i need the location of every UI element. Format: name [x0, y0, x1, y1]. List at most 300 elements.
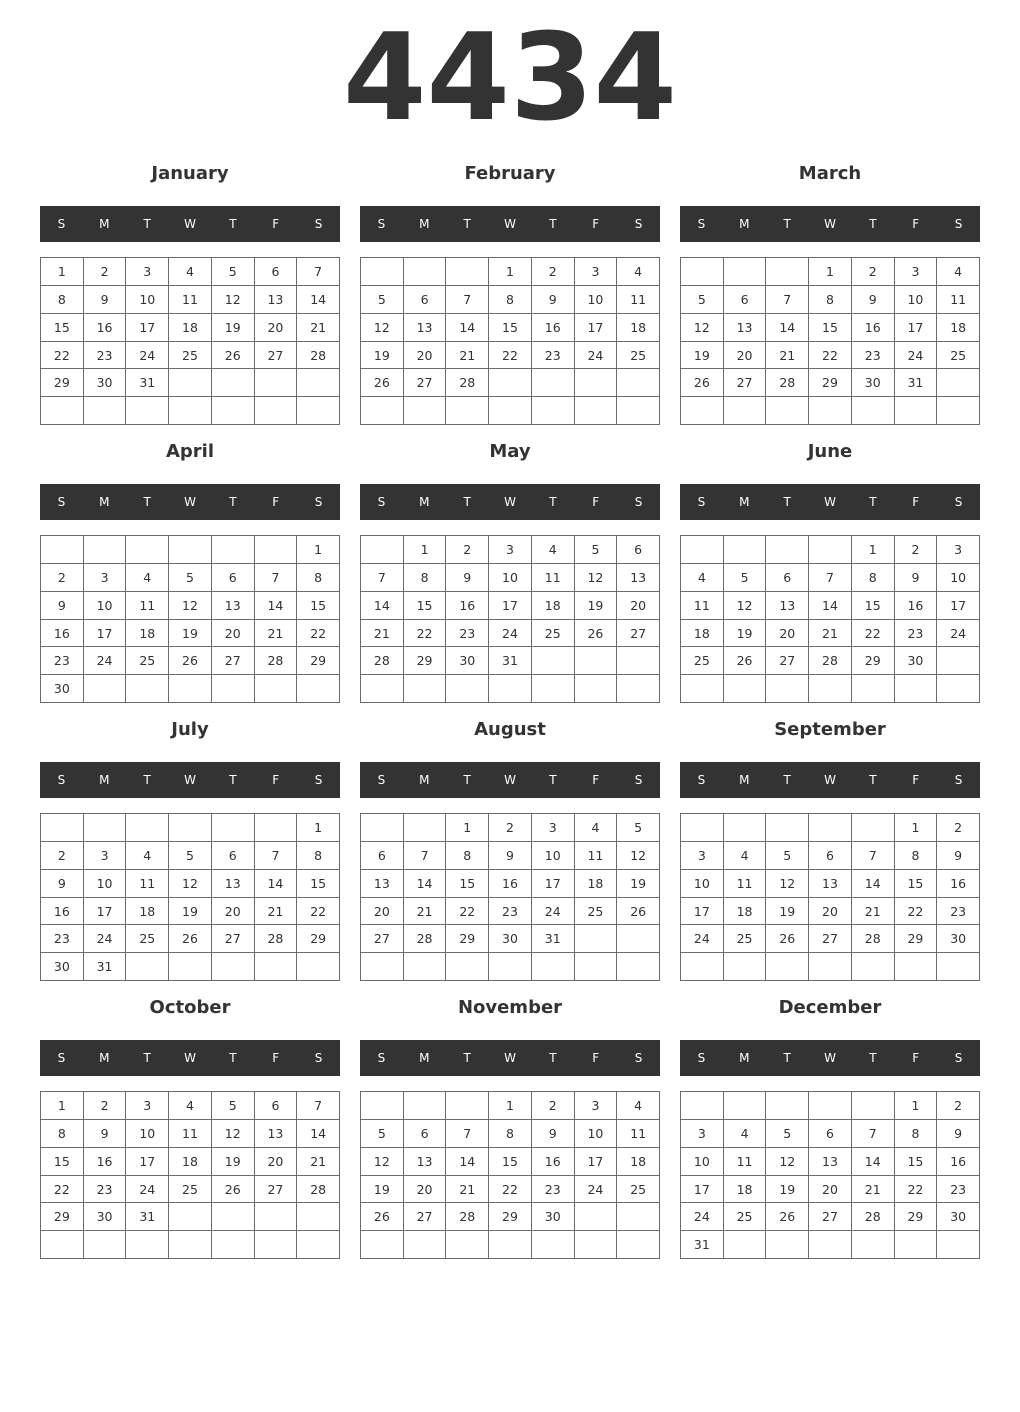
weekday-label: S — [377, 1051, 386, 1065]
day-cell: 8 — [404, 564, 447, 592]
weekday-label: S — [634, 217, 643, 231]
weekday-label: W — [504, 217, 516, 231]
day-cell: 26 — [212, 1176, 255, 1204]
month-name: August — [474, 719, 546, 740]
empty-cell — [617, 925, 660, 953]
day-cell: 27 — [809, 925, 852, 953]
day-cell: 3 — [937, 536, 980, 564]
weekday-label: S — [314, 773, 323, 787]
day-cell: 31 — [532, 925, 575, 953]
day-cell: 28 — [446, 1203, 489, 1231]
empty-cell — [489, 953, 532, 981]
day-cell: 15 — [895, 870, 938, 898]
day-cell: 11 — [724, 870, 767, 898]
day-cell: 18 — [724, 898, 767, 926]
empty-cell — [575, 1203, 618, 1231]
day-cell: 27 — [617, 620, 660, 648]
empty-cell — [937, 1231, 980, 1259]
day-cell: 8 — [852, 564, 895, 592]
day-cell: 7 — [297, 1092, 340, 1120]
day-cell: 8 — [489, 286, 532, 314]
day-cell: 20 — [212, 898, 255, 926]
day-cell: 14 — [404, 870, 447, 898]
day-cell: 10 — [575, 1120, 618, 1148]
day-cell: 28 — [766, 369, 809, 397]
empty-cell — [446, 1231, 489, 1259]
weekday-label: W — [184, 773, 196, 787]
empty-cell — [809, 814, 852, 842]
month-name: July — [171, 719, 209, 740]
month-name: December — [778, 997, 882, 1018]
empty-cell — [617, 675, 660, 703]
day-cell: 22 — [489, 1176, 532, 1204]
day-cell: 30 — [41, 675, 84, 703]
day-cell: 29 — [297, 647, 340, 675]
day-cell: 29 — [895, 1203, 938, 1231]
empty-cell — [446, 397, 489, 425]
day-cell: 6 — [361, 842, 404, 870]
day-cell: 1 — [809, 258, 852, 286]
day-cell: 16 — [532, 314, 575, 342]
day-cell: 6 — [809, 1120, 852, 1148]
day-cell: 14 — [446, 1148, 489, 1176]
day-cell: 27 — [255, 1176, 298, 1204]
month-name: January — [151, 163, 229, 184]
day-cell: 25 — [126, 647, 169, 675]
day-cell: 14 — [766, 314, 809, 342]
day-cell: 14 — [809, 592, 852, 620]
empty-cell — [532, 369, 575, 397]
day-cell: 29 — [895, 925, 938, 953]
day-cell: 26 — [169, 647, 212, 675]
day-cell: 17 — [937, 592, 980, 620]
day-cell: 7 — [255, 842, 298, 870]
day-cell: 7 — [809, 564, 852, 592]
weekday-label: M — [419, 773, 430, 787]
day-cell: 31 — [681, 1231, 724, 1259]
weekday-label: S — [954, 217, 963, 231]
day-cell: 26 — [766, 925, 809, 953]
empty-cell — [361, 675, 404, 703]
day-grid — [680, 813, 980, 981]
empty-cell — [212, 369, 255, 397]
weekday-label: S — [377, 773, 386, 787]
day-cell: 11 — [575, 842, 618, 870]
day-cell: 19 — [212, 1148, 255, 1176]
day-cell: 19 — [212, 314, 255, 342]
day-cell: 23 — [895, 620, 938, 648]
day-cell: 3 — [681, 842, 724, 870]
empty-cell — [809, 953, 852, 981]
day-cell: 12 — [212, 286, 255, 314]
weekday-label: F — [912, 1051, 920, 1065]
weekday-header — [40, 1040, 340, 1076]
day-cell: 22 — [852, 620, 895, 648]
day-cell: 4 — [575, 814, 618, 842]
empty-cell — [255, 675, 298, 703]
day-cell: 5 — [361, 1120, 404, 1148]
day-cell: 24 — [532, 898, 575, 926]
day-cell: 18 — [617, 1148, 660, 1176]
empty-cell — [852, 814, 895, 842]
day-cell: 15 — [41, 314, 84, 342]
empty-cell — [126, 814, 169, 842]
day-cell: 18 — [126, 898, 169, 926]
day-cell: 27 — [212, 647, 255, 675]
weekday-label: M — [419, 1051, 430, 1065]
day-cell: 2 — [446, 536, 489, 564]
day-cell: 13 — [809, 1148, 852, 1176]
empty-cell — [895, 953, 938, 981]
empty-cell — [575, 953, 618, 981]
day-cell: 6 — [255, 258, 298, 286]
day-cell: 27 — [809, 1203, 852, 1231]
day-cell: 29 — [41, 369, 84, 397]
empty-cell — [681, 536, 724, 564]
weekday-label: T — [783, 773, 791, 787]
empty-cell — [212, 397, 255, 425]
weekday-label: W — [824, 773, 836, 787]
day-cell: 3 — [126, 1092, 169, 1120]
day-cell: 21 — [361, 620, 404, 648]
weekday-label: S — [954, 1051, 963, 1065]
day-cell: 29 — [41, 1203, 84, 1231]
day-cell: 22 — [297, 620, 340, 648]
day-cell: 9 — [41, 870, 84, 898]
weekday-header — [360, 762, 660, 798]
day-cell: 5 — [724, 564, 767, 592]
day-grid — [360, 1091, 660, 1259]
weekday-label: F — [272, 495, 280, 509]
empty-cell — [766, 953, 809, 981]
day-cell: 19 — [681, 342, 724, 370]
weekday-header — [40, 484, 340, 520]
day-cell: 29 — [809, 369, 852, 397]
empty-cell — [255, 814, 298, 842]
day-cell: 25 — [126, 925, 169, 953]
day-cell: 27 — [212, 925, 255, 953]
day-cell: 25 — [575, 898, 618, 926]
day-cell: 30 — [84, 1203, 127, 1231]
day-cell: 21 — [446, 342, 489, 370]
month-name: March — [798, 163, 862, 184]
day-cell: 9 — [84, 1120, 127, 1148]
empty-cell — [212, 675, 255, 703]
day-cell: 22 — [297, 898, 340, 926]
day-cell: 30 — [41, 953, 84, 981]
weekday-label: T — [869, 217, 877, 231]
empty-cell — [126, 675, 169, 703]
empty-cell — [532, 397, 575, 425]
weekday-label: S — [314, 217, 323, 231]
empty-cell — [404, 397, 447, 425]
day-cell: 28 — [297, 342, 340, 370]
empty-cell — [809, 536, 852, 564]
day-cell: 31 — [895, 369, 938, 397]
day-cell: 24 — [681, 1203, 724, 1231]
day-cell: 19 — [169, 620, 212, 648]
day-cell: 12 — [169, 592, 212, 620]
day-cell: 1 — [404, 536, 447, 564]
day-cell: 10 — [532, 842, 575, 870]
day-cell: 7 — [852, 842, 895, 870]
day-cell: 20 — [404, 1176, 447, 1204]
weekday-label: T — [549, 495, 557, 509]
day-cell: 24 — [126, 1176, 169, 1204]
weekday-label: M — [99, 495, 110, 509]
day-cell: 18 — [169, 314, 212, 342]
day-cell: 16 — [937, 870, 980, 898]
weekday-label: F — [912, 773, 920, 787]
day-cell: 15 — [489, 1148, 532, 1176]
day-cell: 2 — [895, 536, 938, 564]
day-cell: 24 — [126, 342, 169, 370]
day-cell: 10 — [575, 286, 618, 314]
empty-cell — [489, 369, 532, 397]
day-cell: 3 — [84, 564, 127, 592]
day-cell: 21 — [809, 620, 852, 648]
day-cell: 24 — [895, 342, 938, 370]
day-cell: 26 — [681, 369, 724, 397]
empty-cell — [126, 953, 169, 981]
day-cell: 26 — [361, 369, 404, 397]
weekday-label: S — [697, 495, 706, 509]
weekday-label: M — [419, 217, 430, 231]
day-cell: 9 — [41, 592, 84, 620]
empty-cell — [297, 1231, 340, 1259]
day-cell: 23 — [937, 898, 980, 926]
weekday-label: F — [272, 217, 280, 231]
empty-cell — [766, 1092, 809, 1120]
empty-cell — [724, 258, 767, 286]
day-cell: 5 — [617, 814, 660, 842]
day-cell: 5 — [212, 1092, 255, 1120]
day-cell: 21 — [446, 1176, 489, 1204]
weekday-label: T — [229, 1051, 237, 1065]
day-cell: 9 — [446, 564, 489, 592]
weekday-header — [360, 1040, 660, 1076]
empty-cell — [617, 647, 660, 675]
day-cell: 12 — [575, 564, 618, 592]
empty-cell — [766, 258, 809, 286]
empty-cell — [446, 1092, 489, 1120]
weekday-label: M — [739, 1051, 750, 1065]
day-cell: 26 — [617, 898, 660, 926]
day-cell: 12 — [724, 592, 767, 620]
empty-cell — [681, 397, 724, 425]
day-cell: 23 — [41, 925, 84, 953]
day-grid — [360, 813, 660, 981]
day-cell: 12 — [361, 314, 404, 342]
day-cell: 1 — [446, 814, 489, 842]
day-cell: 5 — [169, 564, 212, 592]
day-cell: 7 — [766, 286, 809, 314]
day-cell: 28 — [255, 925, 298, 953]
day-cell: 10 — [681, 870, 724, 898]
empty-cell — [532, 953, 575, 981]
empty-cell — [255, 1231, 298, 1259]
day-cell: 26 — [724, 647, 767, 675]
day-cell: 19 — [169, 898, 212, 926]
day-cell: 22 — [809, 342, 852, 370]
day-cell: 2 — [41, 564, 84, 592]
empty-cell — [766, 814, 809, 842]
day-cell: 7 — [361, 564, 404, 592]
empty-cell — [361, 1092, 404, 1120]
empty-cell — [297, 397, 340, 425]
day-cell: 24 — [937, 620, 980, 648]
day-cell: 16 — [41, 620, 84, 648]
day-cell: 16 — [84, 1148, 127, 1176]
empty-cell — [255, 397, 298, 425]
day-grid — [40, 1091, 340, 1259]
empty-cell — [809, 675, 852, 703]
empty-cell — [446, 953, 489, 981]
month-name: June — [807, 441, 853, 462]
day-grid — [360, 257, 660, 425]
empty-cell — [724, 1092, 767, 1120]
month-name: April — [165, 441, 215, 462]
day-cell: 4 — [617, 1092, 660, 1120]
empty-cell — [681, 675, 724, 703]
day-cell: 24 — [681, 925, 724, 953]
weekday-label: W — [504, 773, 516, 787]
day-cell: 18 — [575, 870, 618, 898]
empty-cell — [126, 397, 169, 425]
day-cell: 13 — [404, 314, 447, 342]
weekday-label: F — [592, 1051, 600, 1065]
day-cell: 13 — [212, 592, 255, 620]
weekday-label: T — [229, 773, 237, 787]
day-cell: 20 — [212, 620, 255, 648]
day-cell: 22 — [41, 342, 84, 370]
day-cell: 17 — [489, 592, 532, 620]
weekday-label: F — [592, 495, 600, 509]
day-cell: 6 — [766, 564, 809, 592]
day-cell: 13 — [404, 1148, 447, 1176]
weekday-label: S — [314, 1051, 323, 1065]
day-cell: 9 — [84, 286, 127, 314]
empty-cell — [724, 814, 767, 842]
empty-cell — [575, 675, 618, 703]
weekday-label: S — [954, 773, 963, 787]
day-cell: 3 — [895, 258, 938, 286]
weekday-label: T — [869, 495, 877, 509]
day-cell: 24 — [84, 925, 127, 953]
weekday-label: S — [57, 217, 66, 231]
month-name: February — [464, 163, 556, 184]
empty-cell — [404, 1231, 447, 1259]
empty-cell — [41, 536, 84, 564]
day-cell: 1 — [297, 814, 340, 842]
day-cell: 7 — [446, 286, 489, 314]
day-cell: 2 — [41, 842, 84, 870]
day-cell: 5 — [361, 286, 404, 314]
day-grid — [40, 257, 340, 425]
empty-cell — [212, 536, 255, 564]
empty-cell — [489, 397, 532, 425]
day-cell: 26 — [361, 1203, 404, 1231]
day-cell: 25 — [937, 342, 980, 370]
weekday-label: S — [697, 773, 706, 787]
day-cell: 22 — [895, 1176, 938, 1204]
empty-cell — [169, 536, 212, 564]
day-cell: 12 — [766, 1148, 809, 1176]
day-cell: 26 — [169, 925, 212, 953]
day-cell: 21 — [255, 898, 298, 926]
day-cell: 3 — [532, 814, 575, 842]
day-cell: 13 — [766, 592, 809, 620]
empty-cell — [169, 1231, 212, 1259]
day-cell: 10 — [489, 564, 532, 592]
day-cell: 2 — [852, 258, 895, 286]
day-cell: 8 — [895, 842, 938, 870]
day-cell: 29 — [489, 1203, 532, 1231]
day-cell: 9 — [937, 1120, 980, 1148]
empty-cell — [681, 814, 724, 842]
day-cell: 5 — [169, 842, 212, 870]
day-cell: 15 — [446, 870, 489, 898]
weekday-header — [680, 762, 980, 798]
day-cell: 12 — [361, 1148, 404, 1176]
day-cell: 19 — [766, 898, 809, 926]
day-grid — [40, 813, 340, 981]
day-cell: 24 — [84, 647, 127, 675]
weekday-label: T — [229, 495, 237, 509]
day-cell: 10 — [681, 1148, 724, 1176]
empty-cell — [617, 1203, 660, 1231]
weekday-label: S — [314, 495, 323, 509]
weekday-label: W — [504, 495, 516, 509]
day-cell: 22 — [446, 898, 489, 926]
day-cell: 9 — [895, 564, 938, 592]
day-cell: 7 — [852, 1120, 895, 1148]
empty-cell — [169, 397, 212, 425]
day-cell: 24 — [489, 620, 532, 648]
day-cell: 8 — [895, 1120, 938, 1148]
empty-cell — [937, 369, 980, 397]
day-cell: 1 — [297, 536, 340, 564]
empty-cell — [84, 1231, 127, 1259]
day-cell: 30 — [532, 1203, 575, 1231]
day-cell: 29 — [446, 925, 489, 953]
month-name: May — [489, 441, 531, 462]
day-cell: 15 — [41, 1148, 84, 1176]
day-cell: 28 — [852, 1203, 895, 1231]
weekday-label: S — [697, 217, 706, 231]
empty-cell — [617, 1231, 660, 1259]
day-cell: 8 — [489, 1120, 532, 1148]
day-cell: 15 — [809, 314, 852, 342]
day-cell: 3 — [575, 258, 618, 286]
day-cell: 15 — [489, 314, 532, 342]
day-cell: 28 — [852, 925, 895, 953]
empty-cell — [724, 536, 767, 564]
day-cell: 25 — [617, 342, 660, 370]
day-cell: 4 — [532, 536, 575, 564]
empty-cell — [126, 536, 169, 564]
empty-cell — [895, 675, 938, 703]
day-cell: 2 — [937, 814, 980, 842]
day-cell: 16 — [446, 592, 489, 620]
weekday-label: M — [739, 773, 750, 787]
day-cell: 4 — [724, 1120, 767, 1148]
day-cell: 25 — [724, 925, 767, 953]
weekday-label: S — [377, 217, 386, 231]
day-cell: 29 — [404, 647, 447, 675]
day-cell: 27 — [361, 925, 404, 953]
day-cell: 23 — [532, 1176, 575, 1204]
